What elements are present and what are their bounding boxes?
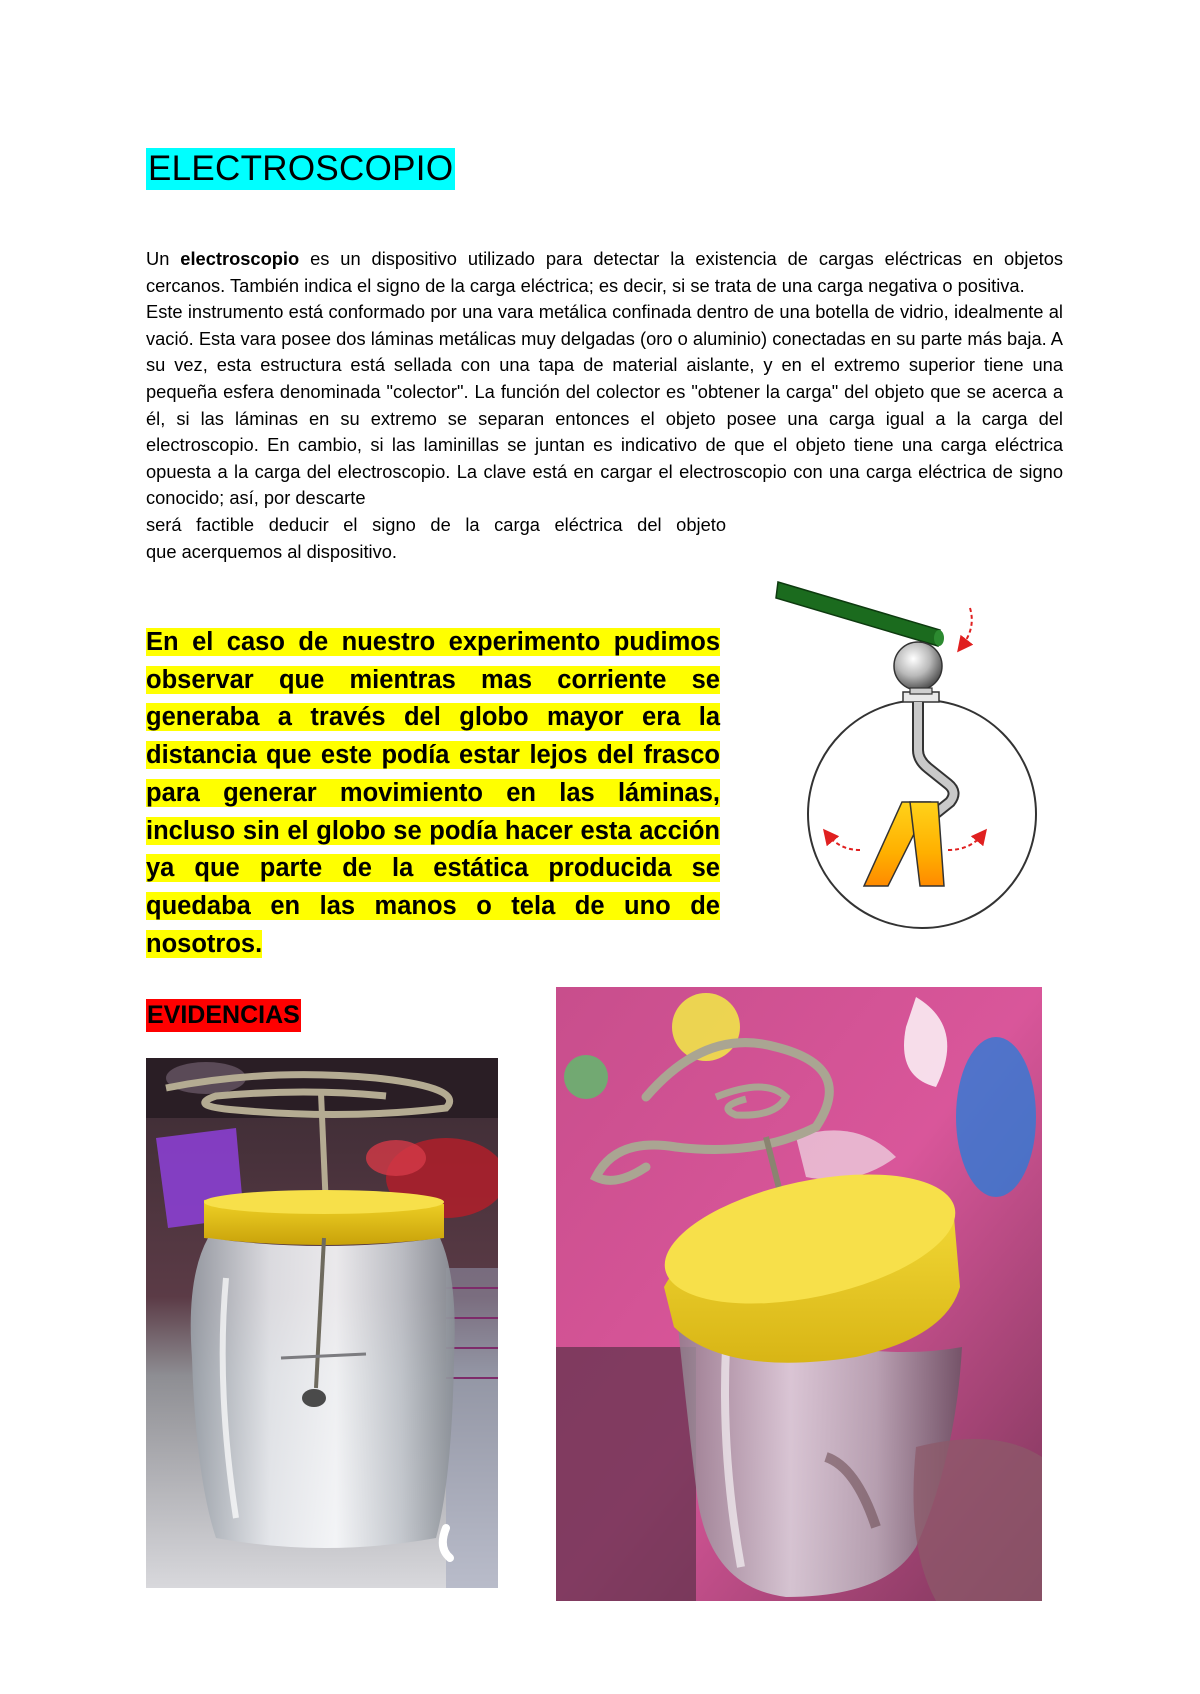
highlighted-conclusion-text: En el caso de nuestro experimento pudimos observar que mientras mas corriente se generaba a través del globo mayor era la distancia que este podía estar lejos del frasco para generar movimiento en las láminas, incluso sin el globo se podía hacer esta acción ya que parte de la estática producida se quedaba en las manos o tela de uno de nosotros. bbox=[146, 628, 720, 958]
approach-arrow bbox=[962, 608, 972, 646]
page-title: ELECTROSCOPIO bbox=[148, 149, 454, 188]
intro-text bbox=[146, 246, 1063, 565]
intro-text-a: Un bbox=[146, 248, 181, 269]
intro-paragraph-2: Este instrumento está conformado por una vara metálica confinada dentro de una botella de vidrio, idealmente al vació. Esta vara posee dos láminas metálicas muy delgadas (oro o aluminio) conectadas en su parte más baja. A su vez, esta estructura está sellada con una tapa de material aislante, y en el extremo superior tiene una pequeña esfera denominada "colector". La función del colector es "obtener la carga" del objeto que se acerca a él, si las láminas en su extremo se separan entonces el objeto posee una carga igual a la carga del electroscopio. En cambio, si las laminillas se juntan es indicativo de que el objeto tiene una carga eléctrica opuesta a la carga del electroscopio. La clave está en cargar el electroscopio con una carga eléctrica de signo conocido; así, por descarte bbox=[146, 301, 1063, 509]
intro-bold-term: electroscopio bbox=[180, 248, 300, 269]
charged-rod bbox=[776, 582, 944, 646]
electroscope-diagram bbox=[770, 580, 1060, 938]
jar-electroscope-photo bbox=[146, 1058, 498, 1588]
experiment-conclusion bbox=[146, 624, 720, 963]
jar-electroscope-closeup-photo bbox=[556, 987, 1042, 1601]
intro-text-b: es un dispositivo utilizado para detectar la existencia de cargas eléctricas en objetos cercanos. También indica el signo de la carga eléctrica; es decir, si se trata de una carga negativa o positiva. bbox=[146, 248, 1064, 296]
collector-ball bbox=[894, 642, 942, 690]
intro-paragraph-1 bbox=[146, 246, 1063, 299]
evidencias-heading: EVIDENCIAS bbox=[146, 999, 301, 1032]
intro-line-final: que acerquemos al dispositivo. bbox=[146, 540, 398, 562]
intro-line-short: será factible deducir el signo de la carga eléctrica del objeto bbox=[146, 513, 726, 535]
